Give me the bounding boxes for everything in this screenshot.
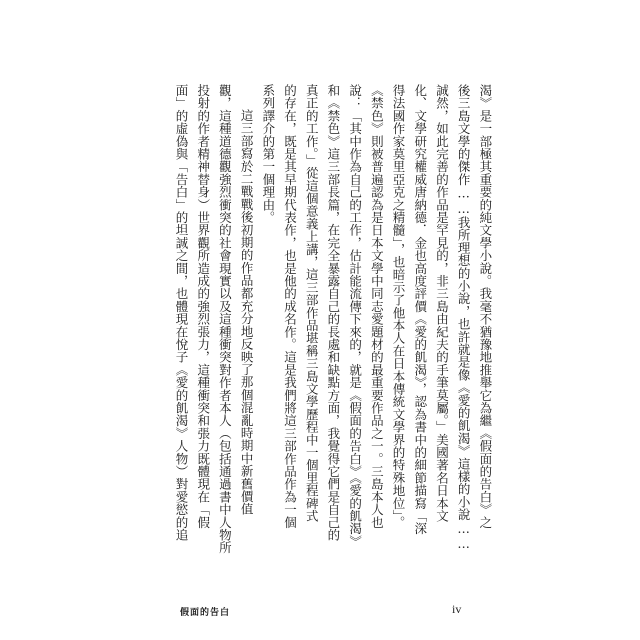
text-column: 《禁色》則被普遍認為是日本文學中同志愛題材的最重要作品之一。三島本人也 [369,84,385,529]
footer-book-title: 假面的告白 [180,608,231,618]
vertical-text-block [172,84,494,592]
text-column: 和《禁色》這三部長篇，在完全暴露自己的長處和缺點方面，我覺得它們是自己的 [325,84,341,542]
footer-page-number: iv [452,602,462,616]
text-column: 投射的作者精神替身）世界觀所造成的強烈張力，這種衝突和張力既體現在「假 [195,84,211,529]
text-column: 系列譯介的第一個理由。 [260,84,276,224]
text-column: 誠然，如此完善的作品是罕見的，非三島由紀夫的手筆莫屬。」美國著名日本文 [434,84,450,523]
text-column: 觀，這種道德觀強烈衝突的社會現實以及這種衝突對作者本人（包括通過書中人物所 [217,84,233,554]
text-column: 的存在，既是其早期代表作，也是他的成名作。這是我們將這三部作品作為一個 [282,84,298,529]
text-column: 渴》是一部極其重要的純文學小說。我毫不猶豫地推舉它為繼《假面的告白》之 [477,84,493,529]
text-column: 面」的虛偽與「告白」的坦誠之間，也體現在悅子《愛的飢渴》人物）對愛慾的追 [174,84,189,542]
text-column: 得法國作家莫里亞克之精髓」，也暗示了他本人在日本傳統文學界的特殊地位」。 [391,84,407,529]
text-column: 說：「其中作為自己的工作，估計能流傳下來的，就是《假面的告白》《愛的飢渴》 [347,84,363,548]
text-column: 化、文學研究權威唐納德．金也高度評價《愛的飢渴》，認為書中的細節描寫「深 [412,84,428,535]
paragraph-start-column: 這三部寫於二戰戰後初期的作品都充分地反映了那個混亂時期中新舊價值 [239,109,255,516]
text-column: 後三島文學的傑作……我所理想的小說，也許就是像《愛的飢渴》這樣的小說…… [456,84,472,552]
text-column: 真正的工作。」從這個意義上講，這三部作品堪稱三島文學歷程中一個里程碑式 [304,84,320,523]
